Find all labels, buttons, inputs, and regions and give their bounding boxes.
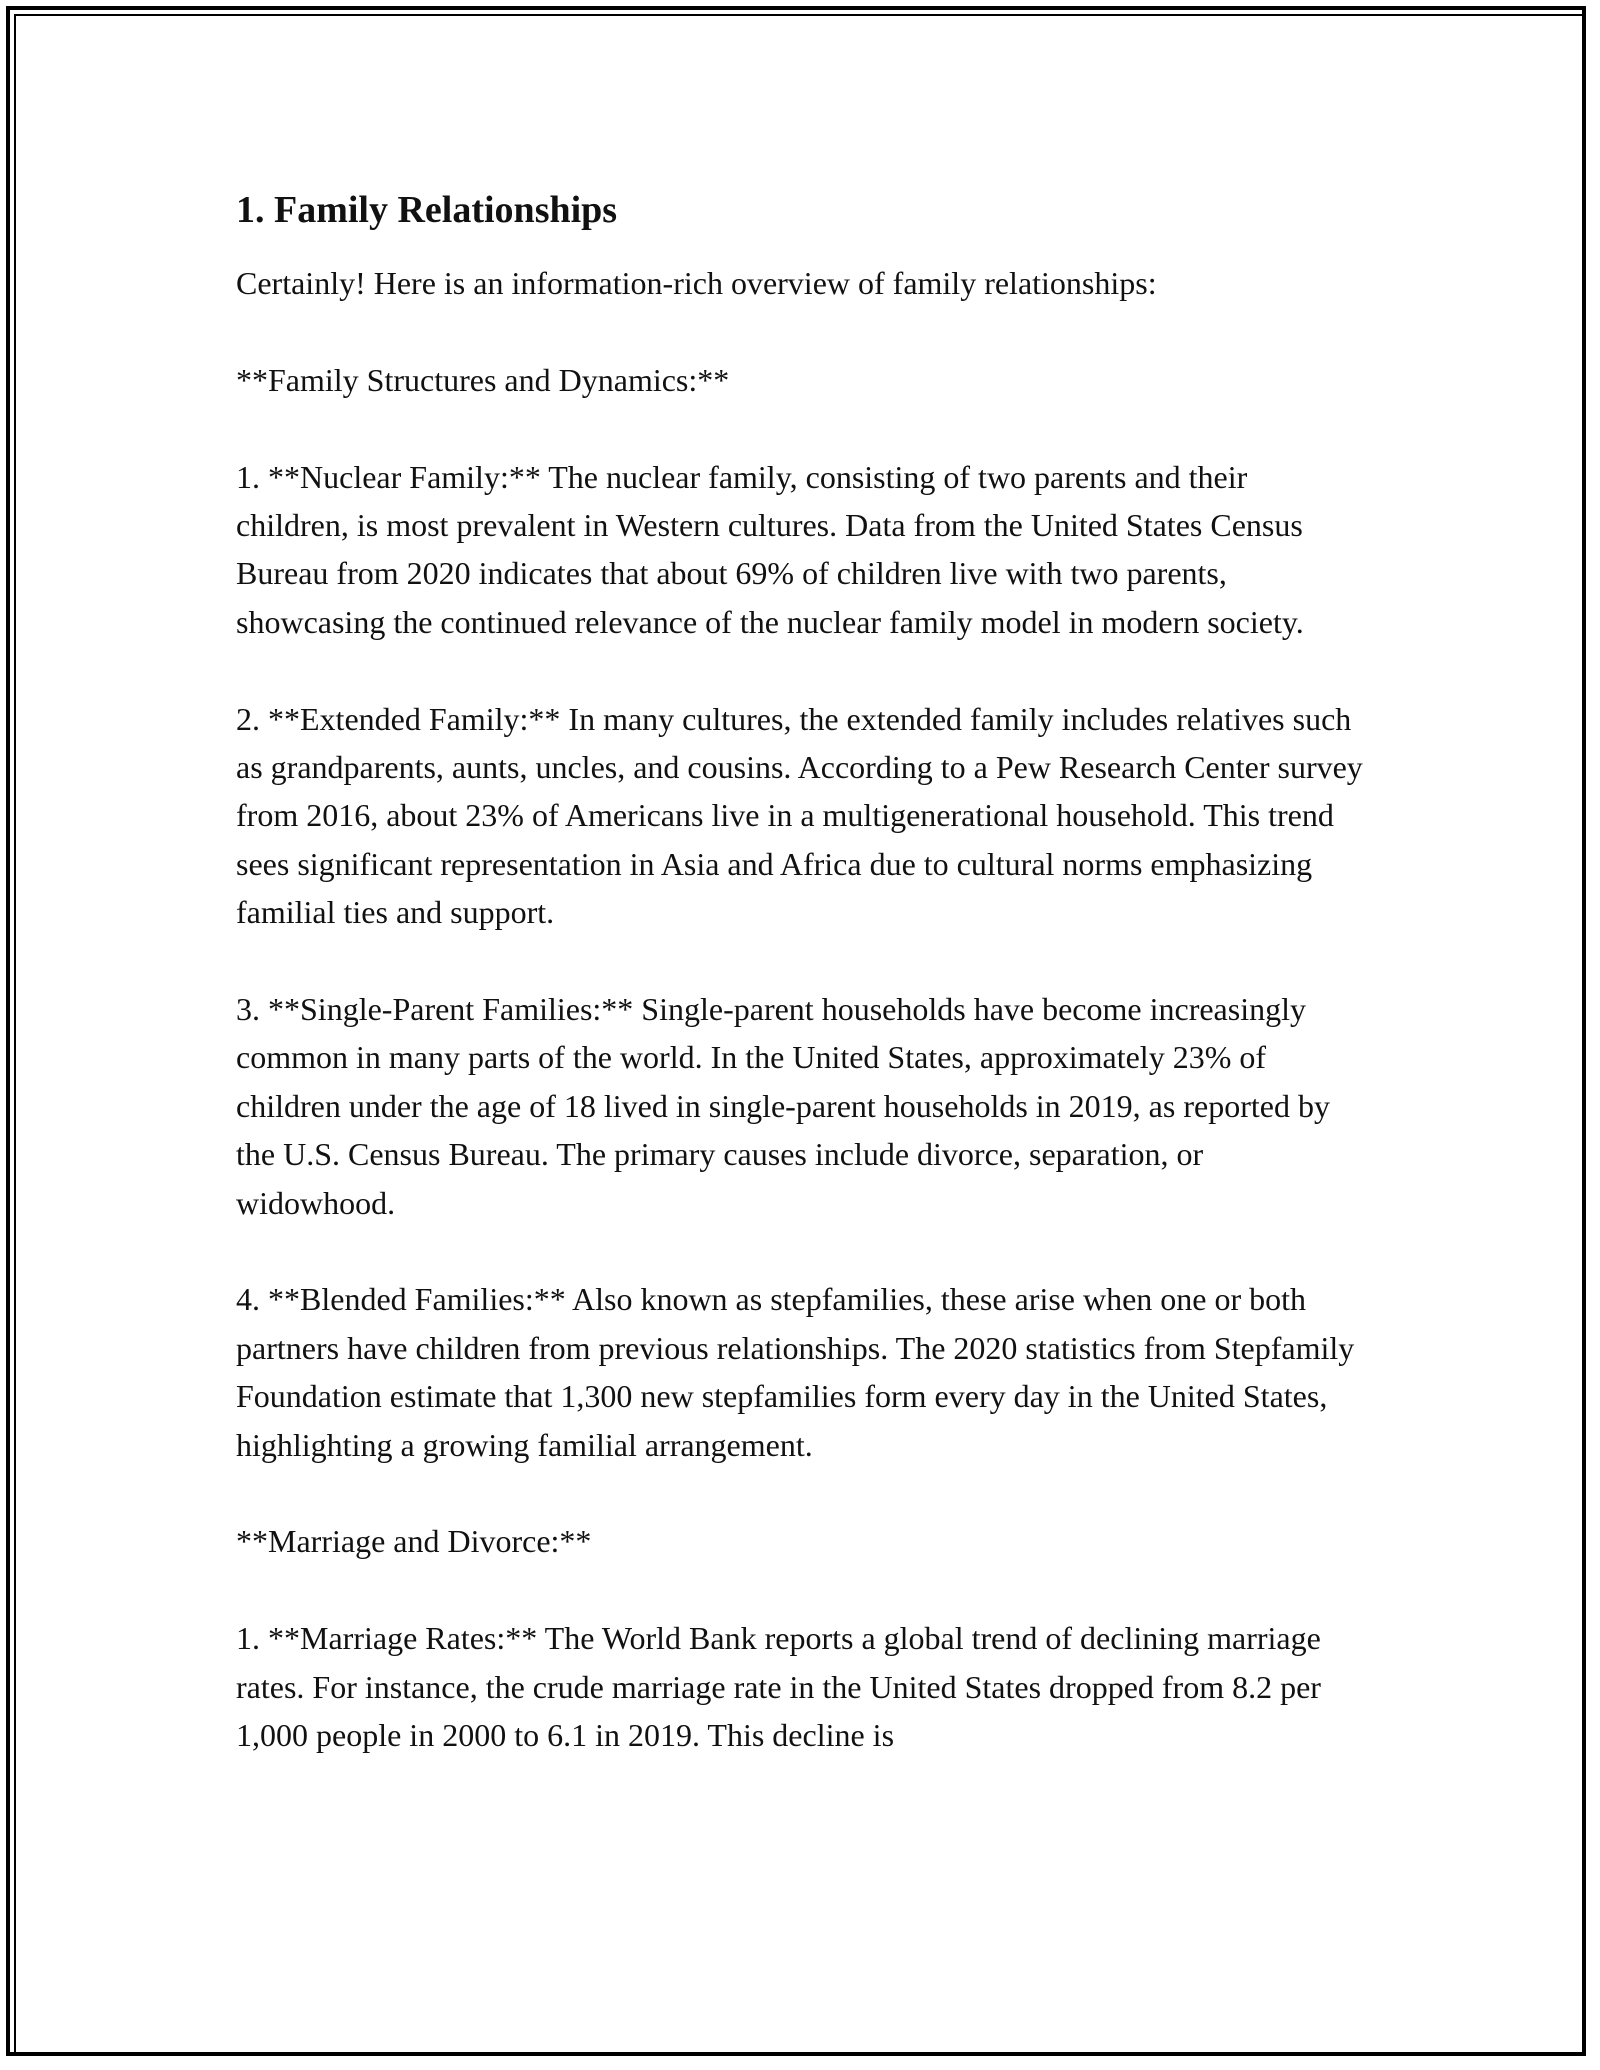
section-heading-family-structures: **Family Structures and Dynamics:** [236, 361, 730, 398]
paragraph-extended-family: 2. **Extended Family:** In many cultures, the extended family includes relatives such as grandparents, aunts, uncles, and cousins. According to a Pew Research Center survey from 2016, about 23% of Americans live in a multigenerational household. This trend sees significant representation in Asia and Africa due to cultural norms emphasizing familial ties and support. [236, 700, 1363, 931]
section-heading-marriage-divorce: **Marriage and Divorce:** [236, 1523, 592, 1560]
paragraph-single-parent-families: 3. **Single-Parent Families:** Single-parent households have become increasingly common in many parts of the world. In the United States, approximately 23% of children under the age of 18 lived in single-parent households in 2019, as reported by the U.S. Census Bureau. The primary causes include divorce, separation, or widowhood. [236, 991, 1330, 1221]
document-body [236, 185, 1366, 1759]
paragraph-marriage-rates: 1. **Marriage Rates:** The World Bank reports a global trend of declining marriage rates. For instance, the crude marriage rate in the United States dropped from 8.2 per 1,000 people in 2000 to 6.1 in 2019. This decline is [236, 1620, 1321, 1754]
page-title: 1. Family Relationships [236, 189, 618, 231]
intro-paragraph: Certainly! Here is an information-rich overview of family relationships: [236, 265, 1157, 301]
paragraph-blended-families: 4. **Blended Families:** Also known as stepfamilies, these arise when one or both partners have children from previous relationships. The 2020 statistics from Stepfamily Foundation estimate that 1,300 new stepfamilies form every day in the United States, highlighting a growing familial arrangement. [236, 1281, 1355, 1463]
paragraph-nuclear-family: 1. **Nuclear Family:** The nuclear family, consisting of two parents and their children, is most prevalent in Western cultures. Data from the United States Census Bureau from 2020 indicates that about 69% of children live with two parents, showcasing the continued relevance of the nuclear family model in modern society. [236, 458, 1304, 640]
